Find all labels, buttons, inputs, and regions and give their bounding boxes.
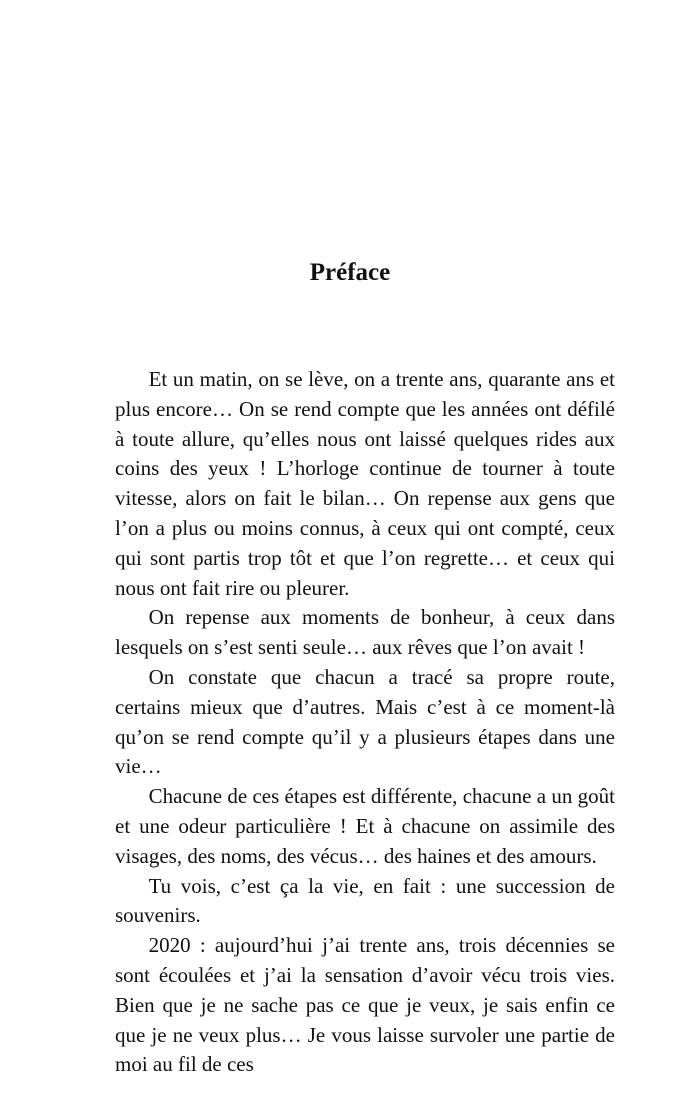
page-title: Préface [309, 258, 391, 286]
paragraph: On constate que chacun a tracé sa propre route, certains mieux que d’autres. Mais c’est à ce moment-là qu’on se rend compte qu’il y a plusieurs étapes dans une vie… [115, 664, 615, 779]
paragraph: Chacune de ces étapes est différente, chacune a un goût et une odeur particulière ! Et à chacune on assimile des visages, des noms, des vécus… des haines et des amours. [115, 784, 615, 868]
paragraph: 2020 : aujourd’hui j’ai trente ans, trois décennies se sont écoulées et j’ai la sensation d’avoir vécu trois vies. Bien que je ne sache pas ce que je veux, je sais enfin ce que je ne veux plus… Je vous laisse survoler une partie de moi au fil de ces [115, 933, 615, 1077]
paragraph: On repense aux moments de bonheur, à ceux dans lesquels on s’est senti seule… aux rêves que l’on avait ! [115, 605, 615, 660]
paragraph: Tu vois, c’est ça la vie, en fait : une succession de souvenirs. [115, 873, 615, 928]
preface-body [115, 365, 615, 1080]
paragraph: Et un matin, on se lève, on a trente ans, quarante ans et plus encore… On se rend compte que les années ont défilé à toute allure, qu’elles nous ont laissé quelques rides aux coins des yeux ! L’horloge continue de tourner à toute vitesse, alors on fait le bilan… On repense aux gens que l’on a plus ou moins connus, à ceux qui ont compté, ceux qui sont partis trop tôt et que l’on regrette… et ceux qui nous ont fait rire ou pleurer. [115, 367, 615, 600]
